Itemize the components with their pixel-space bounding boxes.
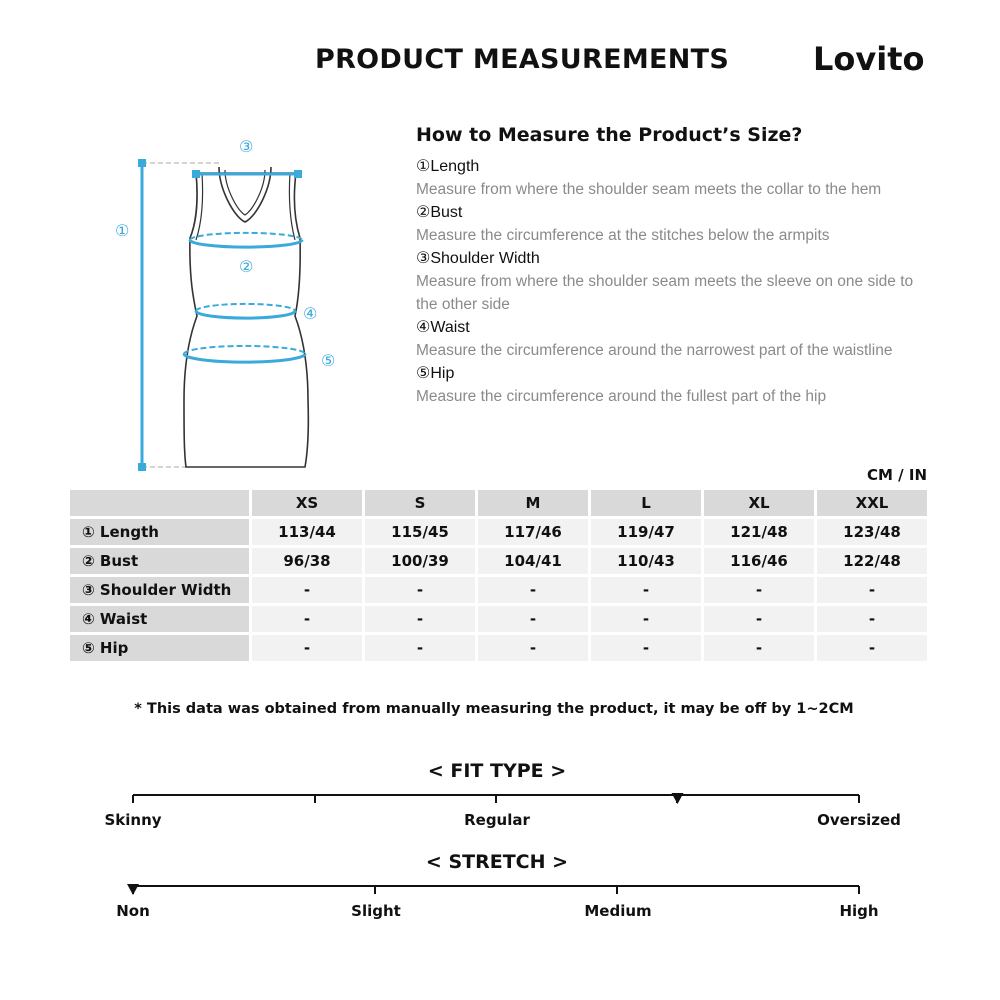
table-cell: - [591,577,701,603]
stretch-title: < STRETCH > [425,851,569,873]
marker-shoulder: ③ [239,137,254,156]
table-cell: - [591,606,701,632]
fit-type-title: < FIT TYPE > [427,760,567,782]
marker-length: ① [115,221,130,240]
table-cell: - [365,577,475,603]
table-cell: 104/41 [478,548,588,574]
table-cell: 121/48 [704,519,814,545]
table-cell: - [704,635,814,661]
size-header: XS [252,490,362,516]
unit-label: CM / IN [867,466,927,484]
size-header: M [478,490,588,516]
step-desc-waist: Measure the circumference around the narrowest part of the waistline [416,342,893,359]
row-label: ③ Shoulder Width [70,577,249,603]
marker-hip: ⑤ [321,351,336,370]
page-title: PRODUCT MEASUREMENTS [315,44,730,75]
table-cell: 123/48 [817,519,927,545]
step-desc-length: Measure from where the shoulder seam meets the collar to the hem [416,181,882,198]
row-label: ② Bust [70,548,249,574]
stretch-marker-icon [127,884,139,895]
table-row [70,635,927,661]
measurement-note: * This data was obtained from manually measuring the product, it may be off by 1~2CM [134,701,854,717]
size-header: L [591,490,701,516]
stretch-label-non: Non [116,902,150,920]
table-cell: - [252,635,362,661]
step-desc-bust: Measure the circumference at the stitches below the armpits [416,227,830,244]
table-cell: - [478,606,588,632]
table-row [70,519,927,545]
table-cell: - [365,606,475,632]
fit-marker-icon [672,793,684,804]
table-cell: 119/47 [591,519,701,545]
table-cell: 96/38 [252,548,362,574]
row-label: ① Length [70,519,249,545]
table-row [70,548,927,574]
table-cell: 116/46 [704,548,814,574]
size-header: S [365,490,475,516]
step-title-hip: ⑤Hip [416,365,455,382]
table-row [70,577,927,603]
stretch-label-medium: Medium [584,902,652,920]
fit-label-regular: Regular [464,811,530,829]
shoulder-measure-cap-right [294,170,302,178]
table-cell: - [817,635,927,661]
size-table [67,487,930,664]
fit-label-skinny: Skinny [104,811,162,829]
howto-heading: How to Measure the Product’s Size? [416,124,803,146]
fit-label-oversized: Oversized [817,811,901,829]
table-cell: - [591,635,701,661]
size-header: XL [704,490,814,516]
table-cell: - [817,577,927,603]
table-cell: - [704,606,814,632]
table-cell: 122/48 [817,548,927,574]
table-cell: - [817,606,927,632]
table-cell: 113/44 [252,519,362,545]
table-cell: 100/39 [365,548,475,574]
step-title-bust: ②Bust [416,204,463,221]
dress-figure [95,130,355,480]
brand-logo: Lovito [813,40,925,78]
shoulder-measure-cap-left [192,170,200,178]
length-measure-cap-top [138,159,146,167]
marker-waist: ④ [303,304,318,323]
size-header: XXL [817,490,927,516]
stretch-label-high: High [839,902,879,920]
step-title-length: ①Length [416,158,480,175]
dress-outline [184,173,308,467]
table-cell: - [478,635,588,661]
stretch-label-slight: Slight [351,902,401,920]
marker-bust: ② [239,257,254,276]
step-title-shoulder: ③Shoulder Width [416,250,540,267]
table-row [70,606,927,632]
table-cell: - [365,635,475,661]
table-cell: 110/43 [591,548,701,574]
table-corner-cell [70,490,249,516]
step-title-waist: ④Waist [416,319,470,336]
table-cell: - [252,577,362,603]
table-cell: - [478,577,588,603]
table-cell: - [704,577,814,603]
row-label: ④ Waist [70,606,249,632]
row-label: ⑤ Hip [70,635,249,661]
length-measure-cap-bottom [138,463,146,471]
table-cell: 115/45 [365,519,475,545]
table-cell: 117/46 [478,519,588,545]
step-desc-shoulder: Measure from where the shoulder seam meets the sleeve on one side to the other side [416,273,914,313]
step-desc-hip: Measure the circumference around the fullest part of the hip [416,388,827,405]
table-header-row [70,490,927,516]
howto-steps [416,156,916,409]
table-cell: - [252,606,362,632]
